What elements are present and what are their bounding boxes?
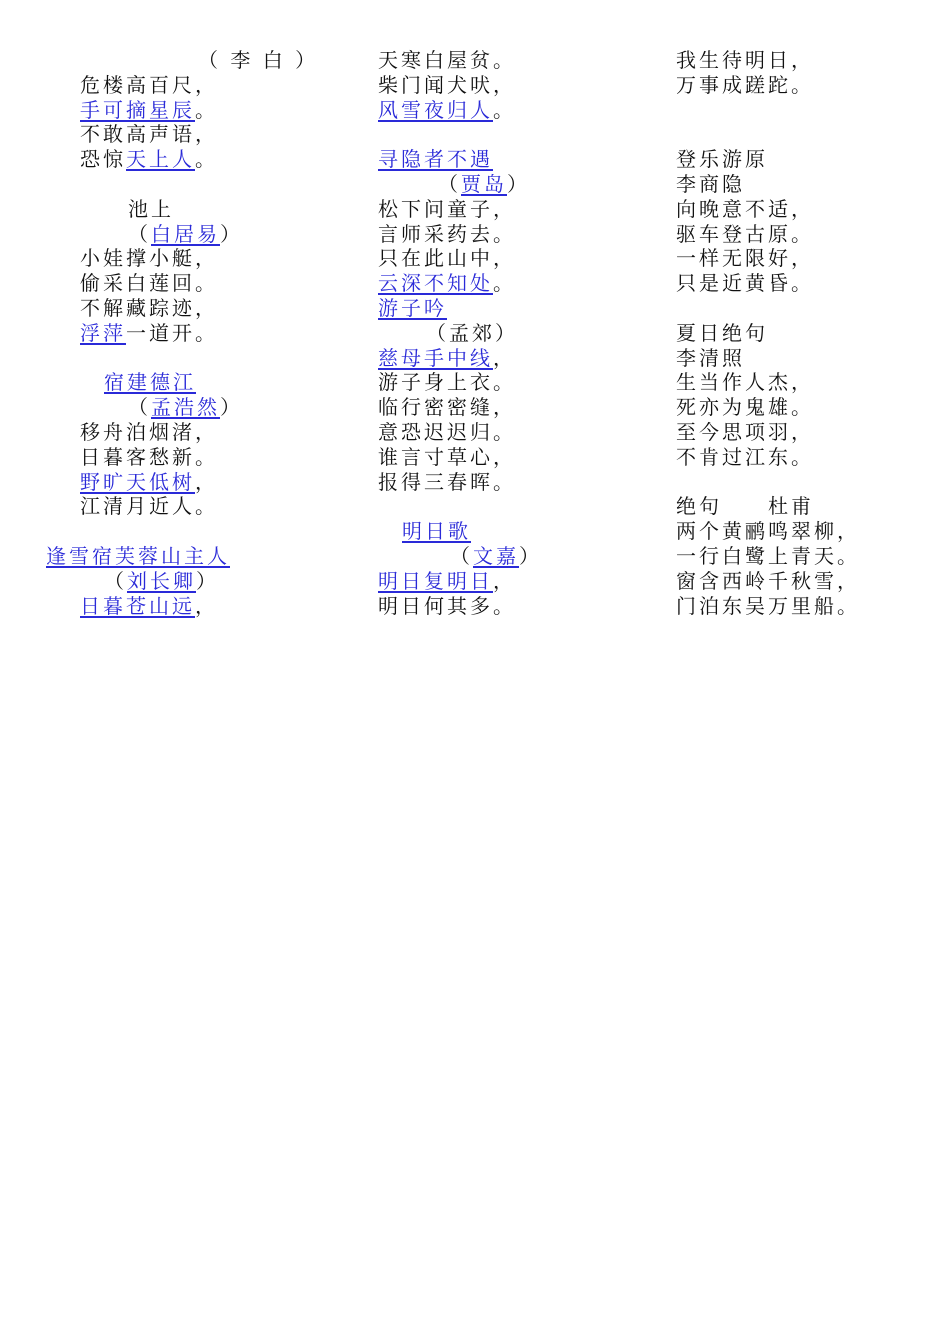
poem-text: 一样无限好， <box>676 246 814 271</box>
poem-line <box>676 594 860 619</box>
poem-line <box>676 197 860 222</box>
poem-line <box>378 122 542 147</box>
hyperlink[interactable]: 宿建德江 <box>104 370 196 395</box>
poem-line <box>0 222 318 247</box>
hyperlink[interactable]: 天上人 <box>126 147 195 172</box>
poem-line <box>378 197 542 222</box>
poem-text: ） <box>220 395 243 420</box>
poem-line <box>378 420 542 445</box>
poem-text: 李商隐 <box>676 171 745 196</box>
poem-line <box>676 296 860 321</box>
poem-text: ， <box>493 345 516 370</box>
poem-line <box>0 370 318 395</box>
poem-text: 。 <box>195 97 218 122</box>
poem-text: 窗含西岭千秋雪， <box>676 568 860 593</box>
poem-line <box>676 569 860 594</box>
poem-line <box>378 172 542 197</box>
poem-line <box>0 544 318 569</box>
poem-line <box>676 445 860 470</box>
poem-text: （ <box>128 221 151 246</box>
poem-text: 日暮客愁新。 <box>80 444 218 469</box>
poem-line <box>676 470 860 495</box>
hyperlink[interactable]: 云深不知处 <box>378 271 493 296</box>
poem-line <box>0 172 318 197</box>
poem-text: 游子身上衣。 <box>378 370 516 395</box>
poem-line <box>0 494 318 519</box>
poem-text: 报得三春晖。 <box>378 469 516 494</box>
poem-text: ） <box>220 221 243 246</box>
poem-text: （ <box>128 395 151 420</box>
poem-text: 我生待明日， <box>676 48 814 72</box>
hyperlink[interactable]: 手可摘星辰 <box>80 97 195 122</box>
poem-line <box>676 48 860 73</box>
poem-text: 登乐游原 <box>676 147 768 172</box>
poem-text: ， <box>195 593 218 618</box>
hyperlink[interactable]: 逢雪宿芙蓉山主人 <box>46 543 230 568</box>
poem-text: 生当作人杰， <box>676 370 814 395</box>
poem-text: 危楼高百尺， <box>80 72 218 97</box>
poem-line <box>378 246 542 271</box>
poem-line <box>378 519 542 544</box>
poem-text: 万事成蹉跎。 <box>676 72 814 97</box>
poem-text: 移舟泊烟渚， <box>80 419 218 444</box>
hyperlink[interactable]: 慈母手中线 <box>378 345 493 370</box>
poem-column-3 <box>676 48 860 618</box>
poem-line <box>676 544 860 569</box>
poem-text: 至今思项羽， <box>676 419 814 444</box>
poem-line <box>0 594 318 619</box>
poem-line <box>0 346 318 371</box>
poem-line <box>676 122 860 147</box>
poem-text: 不肯过江东。 <box>676 444 814 469</box>
poem-line <box>676 420 860 445</box>
poem-text: ， <box>195 469 218 494</box>
poem-line <box>378 48 542 73</box>
poem-text: （ <box>104 568 127 593</box>
poem-text: 绝句 杜甫 <box>676 494 814 519</box>
poem-line <box>378 594 542 619</box>
poem-text: 一道开。 <box>126 320 218 345</box>
poem-line <box>378 370 542 395</box>
poem-line <box>0 420 318 445</box>
poem-column-2 <box>378 48 542 618</box>
poem-line <box>0 296 318 321</box>
poem-text: 向晚意不适， <box>676 196 814 221</box>
poem-line <box>0 445 318 470</box>
poem-line <box>0 321 318 346</box>
poem-text: 。 <box>493 271 516 296</box>
hyperlink[interactable]: 寻隐者不遇 <box>378 147 493 172</box>
poem-text: 。 <box>195 147 218 172</box>
poem-text: （ 李 白 ） <box>198 48 319 72</box>
poem-text: （ <box>450 543 473 568</box>
poem-line <box>0 48 318 73</box>
poem-text: 只是近黄昏。 <box>676 271 814 296</box>
poem-line <box>378 470 542 495</box>
poem-text: 意恐迟迟归。 <box>378 419 516 444</box>
poem-text: 只在此山中， <box>378 246 516 271</box>
poem-line <box>676 346 860 371</box>
poem-line <box>0 147 318 172</box>
poem-text: ） <box>196 568 219 593</box>
poem-text: 夏日绝句 <box>676 320 768 345</box>
poem-text: ） <box>507 171 530 196</box>
poem-text: 门泊东吴万里船。 <box>676 593 860 618</box>
hyperlink[interactable]: 游子吟 <box>378 295 447 320</box>
hyperlink[interactable]: 白居易 <box>151 221 220 246</box>
poem-line <box>676 73 860 98</box>
poem-text: 临行密密缝， <box>378 395 516 420</box>
hyperlink[interactable]: 日暮苍山远 <box>80 593 195 618</box>
poem-text: 两个黄鹂鸣翠柳， <box>676 519 860 544</box>
poem-line <box>676 494 860 519</box>
poem-line <box>0 395 318 420</box>
poem-text: 偷采白莲回。 <box>80 271 218 296</box>
poem-line <box>676 98 860 123</box>
poem-text: 池上 <box>128 196 174 221</box>
poem-line <box>676 222 860 247</box>
poem-line <box>0 246 318 271</box>
poem-line <box>676 271 860 296</box>
poem-line <box>378 73 542 98</box>
poem-column-1 <box>0 48 318 618</box>
poem-line <box>378 544 542 569</box>
poem-text: 柴门闻犬吠， <box>378 72 516 97</box>
poem-line <box>378 296 542 321</box>
hyperlink[interactable]: 明日歌 <box>402 519 471 544</box>
poem-text: ， <box>493 568 516 593</box>
poem-line <box>378 147 542 172</box>
poem-line <box>378 494 542 519</box>
poem-line <box>378 98 542 123</box>
poem-text: 天寒白屋贫。 <box>378 48 516 72</box>
poem-text: 不敢高声语， <box>80 122 218 147</box>
poem-line <box>0 470 318 495</box>
poem-text: 一行白鹭上青天。 <box>676 543 860 568</box>
poem-line <box>378 271 542 296</box>
poem-text: 。 <box>493 97 516 122</box>
hyperlink[interactable]: 刘长卿 <box>127 568 196 593</box>
poem-line <box>378 569 542 594</box>
poem-line <box>0 569 318 594</box>
poem-line <box>676 519 860 544</box>
hyperlink[interactable]: 明日复明日 <box>378 568 493 593</box>
hyperlink[interactable]: 文嘉 <box>473 543 519 568</box>
poem-line <box>676 370 860 395</box>
poem-line <box>0 519 318 544</box>
hyperlink[interactable]: 野旷天低树 <box>80 469 195 494</box>
poem-text: 松下问童子， <box>378 196 516 221</box>
poem-text: 李清照 <box>676 345 745 370</box>
poem-text: 谁言寸草心， <box>378 444 516 469</box>
hyperlink[interactable]: 浮萍 <box>80 320 126 345</box>
poem-text: 小娃撑小艇， <box>80 246 218 271</box>
poem-line <box>676 395 860 420</box>
poem-text: 江清月近人。 <box>80 494 218 519</box>
poem-line <box>378 321 542 346</box>
poem-line <box>378 346 542 371</box>
poem-line <box>378 395 542 420</box>
poem-line <box>0 271 318 296</box>
poem-line <box>378 445 542 470</box>
poem-line <box>676 172 860 197</box>
poem-text: 驱车登古原。 <box>676 221 814 246</box>
poem-text: 言师采药去。 <box>378 221 516 246</box>
poem-line <box>0 98 318 123</box>
poem-text: ） <box>519 543 542 568</box>
hyperlink[interactable]: 风雪夜归人 <box>378 97 493 122</box>
poem-line <box>676 246 860 271</box>
poem-text: 恐惊 <box>80 147 126 172</box>
poem-line <box>378 222 542 247</box>
hyperlink[interactable]: 孟浩然 <box>151 395 220 420</box>
poem-text: （孟郊） <box>426 320 518 345</box>
poem-line <box>0 73 318 98</box>
poem-line <box>676 321 860 346</box>
poem-text: 明日何其多。 <box>378 593 516 618</box>
hyperlink[interactable]: 贾岛 <box>461 171 507 196</box>
poem-text: 死亦为鬼雄。 <box>676 395 814 420</box>
poem-text: （ <box>438 171 461 196</box>
poem-line <box>676 147 860 172</box>
poem-text: 不解藏踪迹， <box>80 295 218 320</box>
poem-line <box>0 122 318 147</box>
poem-line <box>0 197 318 222</box>
